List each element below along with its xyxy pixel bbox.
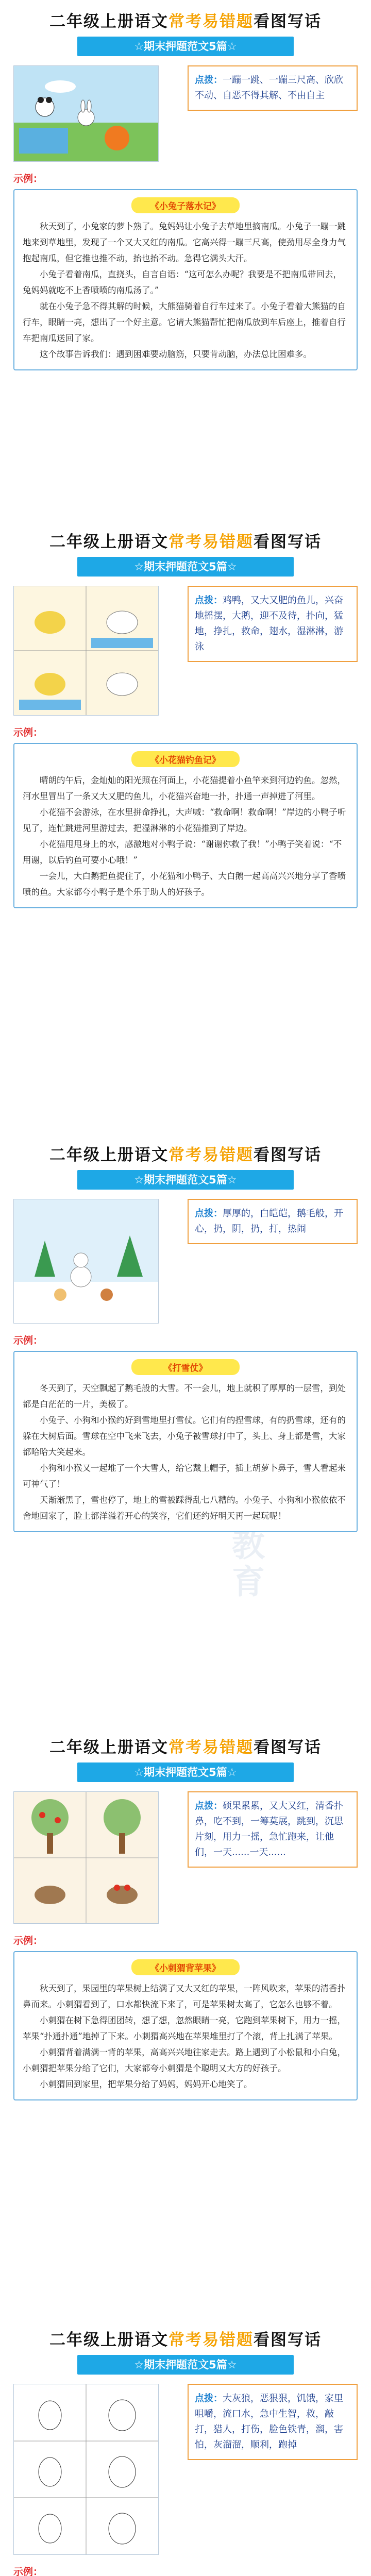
paragraph: 小刺猬背着满满一背的苹果，高高兴兴地往家走去。路上遇到了小松鼠和小白兔，小刺猬把苹果分给了它们，大家都夸小刺猬是个聪明又大方的好孩子。 [23, 2047, 346, 2073]
illustration [13, 1199, 159, 1324]
illustration [13, 1791, 159, 1924]
paragraph: 小花猫甩甩身上的水，感激地对小鸭子说：“谢谢你救了我！”小鸭子笑着说：“不用谢，以后钓鱼可要小心哦！” [23, 839, 342, 865]
example-label: 示例： [13, 727, 43, 738]
paragraph: 秋天到了，小兔家的萝卜熟了。兔妈妈让小兔子去草地里摘南瓜。小兔子一蹦一跳地来到草地里，发现了一个又大又红的南瓜。它高兴得一蹦三尺高，使劲用尽全身力气抱起南瓜，但它推也推不动，抬也抬不动。急得它满头大汗。 [23, 222, 346, 263]
paragraph: 这个故事告诉我们：遇到困难要动脑筋，只要肯动脑，办法总比困难多。 [40, 349, 312, 359]
page-title: 二年级上册语文常考易错题看图写话 [49, 12, 322, 31]
example-label: 示例： [13, 1335, 43, 1346]
banner: ☆期末押题范文5篇☆ [77, 37, 294, 56]
hint-box: 点拨：鸡鸭，又大又肥的鱼儿，兴奋地摇摆，大鹅，迎不及待，扑向，猛地，挣扎，救命，翅水，湿淋淋，游泳 [188, 586, 358, 662]
paragraph: 小刺猬回到家里，把苹果分给了妈妈，妈妈开心地笑了。 [40, 2079, 252, 2089]
paragraph: 天渐渐黑了，雪也停了，地上的雪被踩得乱七八糟的。小兔子、小狗和小猴依依不舍地回家了，脸上都洋溢着开心的笑容，它们还约好明天再一起玩呢！ [23, 1495, 346, 1521]
page-title: 二年级上册语文常考易错题看图写话 [49, 2331, 322, 2349]
paragraph: 小刺猬在树下急得团团转，想了想，忽然眼睛一亮，它跑到苹果树下，用力一摇，苹果“扑通扑通”地掉了下来。小刺猬高兴地在苹果堆里打了个滚，背上扎满了苹果。 [23, 2015, 346, 2041]
paragraph: 小兔子、小狗和小猴约好到雪地里打雪仗。它们有的捏雪球，有的扔雪球，还有的躲在大树后面。雪球在空中飞来飞去，小兔子被雪球打中了，头上、身上都是雪，大家都哈哈大笑起来。 [23, 1415, 346, 1457]
essay-title: 《小兔子落水记》 [131, 197, 240, 213]
section [13, 1139, 358, 1532]
banner: ☆期末押题范文5篇☆ [77, 1762, 294, 1782]
page-title: 二年级上册语文常考易错题看图写话 [49, 1146, 322, 1164]
example-label: 示例： [13, 173, 43, 184]
essay-title: 《小刺猬背苹果》 [131, 1959, 240, 1975]
essay-box [13, 743, 358, 908]
section [13, 2324, 358, 2576]
paragraph: 一会儿，大白鹅把鱼捉住了，小花猫和小鸭子、大白鹅一起高高兴兴地分享了香喷喷的鱼。大家都夸小鸭子是个乐于助人的好孩子。 [23, 871, 346, 897]
essay-box [13, 1351, 358, 1532]
banner: ☆期末押题范文5篇☆ [77, 557, 294, 577]
illustration [13, 65, 159, 162]
paragraph: 秋天到了，果园里的苹果树上结满了又大又红的苹果，一阵风吹来，苹果的清香扑鼻而来。小刺猬看到了，口水都快流下来了，可是苹果树太高了，它怎么也够不着。 [23, 1984, 346, 2009]
page-title: 二年级上册语文常考易错题看图写话 [49, 1738, 322, 1757]
banner: ☆期末押题范文5篇☆ [77, 1170, 294, 1190]
paragraph: 小兔子看着南瓜，直挠头，自言自语：“这可怎么办呢？我要是不把南瓜带回去，兔妈妈就吃不上香喷喷的南瓜汤了。” [23, 269, 342, 295]
paragraph: 冬天到了，天空飘起了鹅毛般的大雪。不一会儿，地上就积了厚厚的一层雪，到处都是白茫茫的一片，美极了。 [23, 1383, 346, 1409]
banner: ☆期末押题范文5篇☆ [77, 2355, 294, 2375]
hint-box: 点拨：一蹦一跳、一蹦三尺高、欣欣不动、自恶不得其解、不由自主 [188, 65, 358, 111]
essay-box [13, 189, 358, 370]
paragraph: 晴朗的午后，金灿灿的阳光照在河面上，小花猫提着小鱼竿来到河边钓鱼。忽然，河水里冒出了一条又大又肥的鱼儿，小花猫兴奋地一扑，扑通一声掉进了河里。 [23, 775, 346, 801]
hint-box: 点拨：大灰狼，恶狠狠，饥饿，家里咀嚼，流口水，急中生智，救，敲打，猎人，打伤，脸色铁青，溜，害怕，灰溜溜，顺利，跑掉 [188, 2384, 358, 2460]
example-label: 示例： [13, 2566, 43, 2576]
hint-box: 点拨：厚厚的，白皑皑，鹅毛般，开心，扔，阴，扔，打，热闹 [188, 1199, 358, 1244]
section [13, 5, 358, 370]
example-label: 示例： [13, 1935, 43, 1946]
page-title: 二年级上册语文常考易错题看图写话 [49, 533, 322, 551]
paragraph: 小狗和小猴又一起堆了一个大雪人，给它戴上帽子，插上胡萝卜鼻子，雪人看起来可神气了！ [23, 1463, 346, 1489]
section [13, 1731, 358, 2100]
paragraph: 就在小兔子急不得其解的时候，大熊猫骑着自行车过来了。小兔子看着大熊猫的自行车，眼睛一亮，想出了一个好主意。它请大熊猫帮忙把南瓜放到车后座上，推着自行车把南瓜送回了家。 [23, 301, 346, 343]
essay-title: 《小花猫钓鱼记》 [131, 751, 240, 767]
illustration [13, 586, 159, 716]
hint-box: 点拨：硕果累累，又大又红，清香扑鼻，吃不到，一筹莫展，跳到，沉思片刻，用力一摇，急忙跑来，让他们，一天......一天...... [188, 1791, 358, 1868]
section [13, 526, 358, 908]
illustration [13, 2384, 159, 2555]
essay-box [13, 1951, 358, 2100]
paragraph: 小花猫不会游泳，在水里拼命挣扎，大声喊：“救命啊！救命啊！”岸边的小鸭子听见了，连忙跳进河里游过去，把湿淋淋的小花猫推到了岸边。 [23, 807, 346, 833]
essay-title: 《打雪仗》 [131, 1359, 240, 1375]
